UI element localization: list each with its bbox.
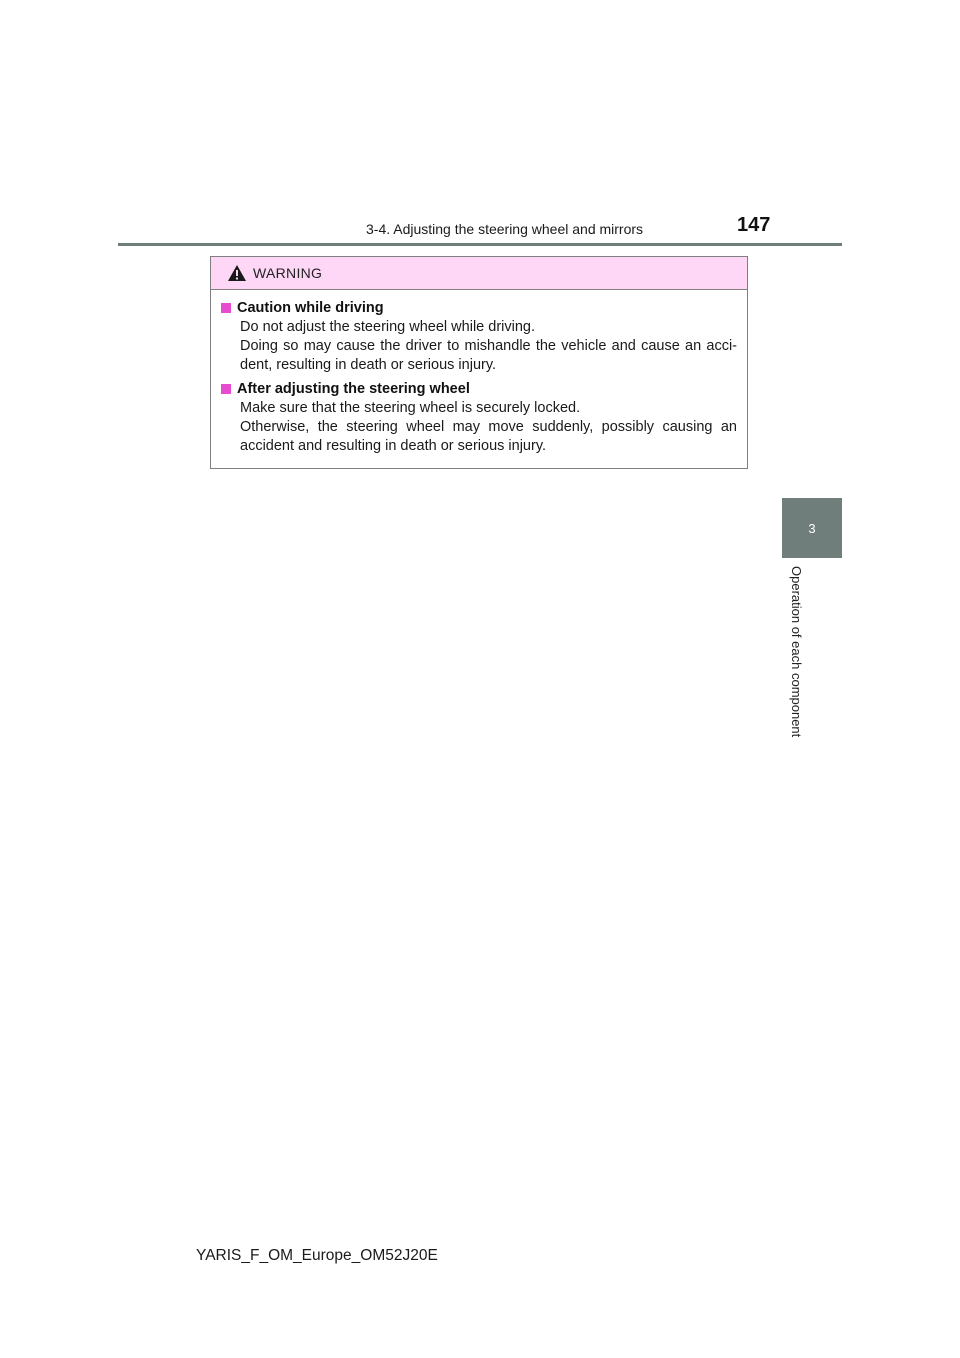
header-section-title: 3-4. Adjusting the steering wheel and mirrors <box>366 221 644 237</box>
section-line: Make sure that the steering wheel is securely locked. <box>240 400 581 416</box>
warning-section <box>221 381 737 456</box>
section-line: Do not adjust the steering wheel while driving. <box>240 319 535 335</box>
chapter-number: 3 <box>808 520 816 536</box>
warning-label: WARNING <box>253 265 323 281</box>
chapter-label-wrap <box>782 566 812 766</box>
section-title-text: After adjusting the steering wheel <box>237 381 470 397</box>
section-line: Doing so may cause the driver to mishandle the vehicle and cause an acci-dent, resulting in death or serious injury. <box>240 338 737 373</box>
square-bullet-icon <box>221 384 231 394</box>
section-title-text: Caution while driving <box>237 300 384 316</box>
section-title <box>221 300 737 316</box>
warning-header <box>211 257 747 290</box>
section-title <box>221 381 737 397</box>
square-bullet-icon <box>221 303 231 313</box>
header-rule <box>118 243 842 246</box>
page-number: 147 <box>737 214 771 236</box>
footer-document-code: YARIS_F_OM_Europe_OM52J20E <box>196 1247 438 1264</box>
warning-box <box>210 256 748 469</box>
warning-body <box>211 290 747 456</box>
chapter-tab <box>782 498 842 558</box>
warning-section <box>221 300 737 375</box>
chapter-label: Operation of each component <box>789 566 805 738</box>
warning-triangle-icon <box>227 264 247 282</box>
section-line: Otherwise, the steering wheel may move suddenly, possibly causing an accident and resulting in death or serious injury. <box>240 419 737 454</box>
